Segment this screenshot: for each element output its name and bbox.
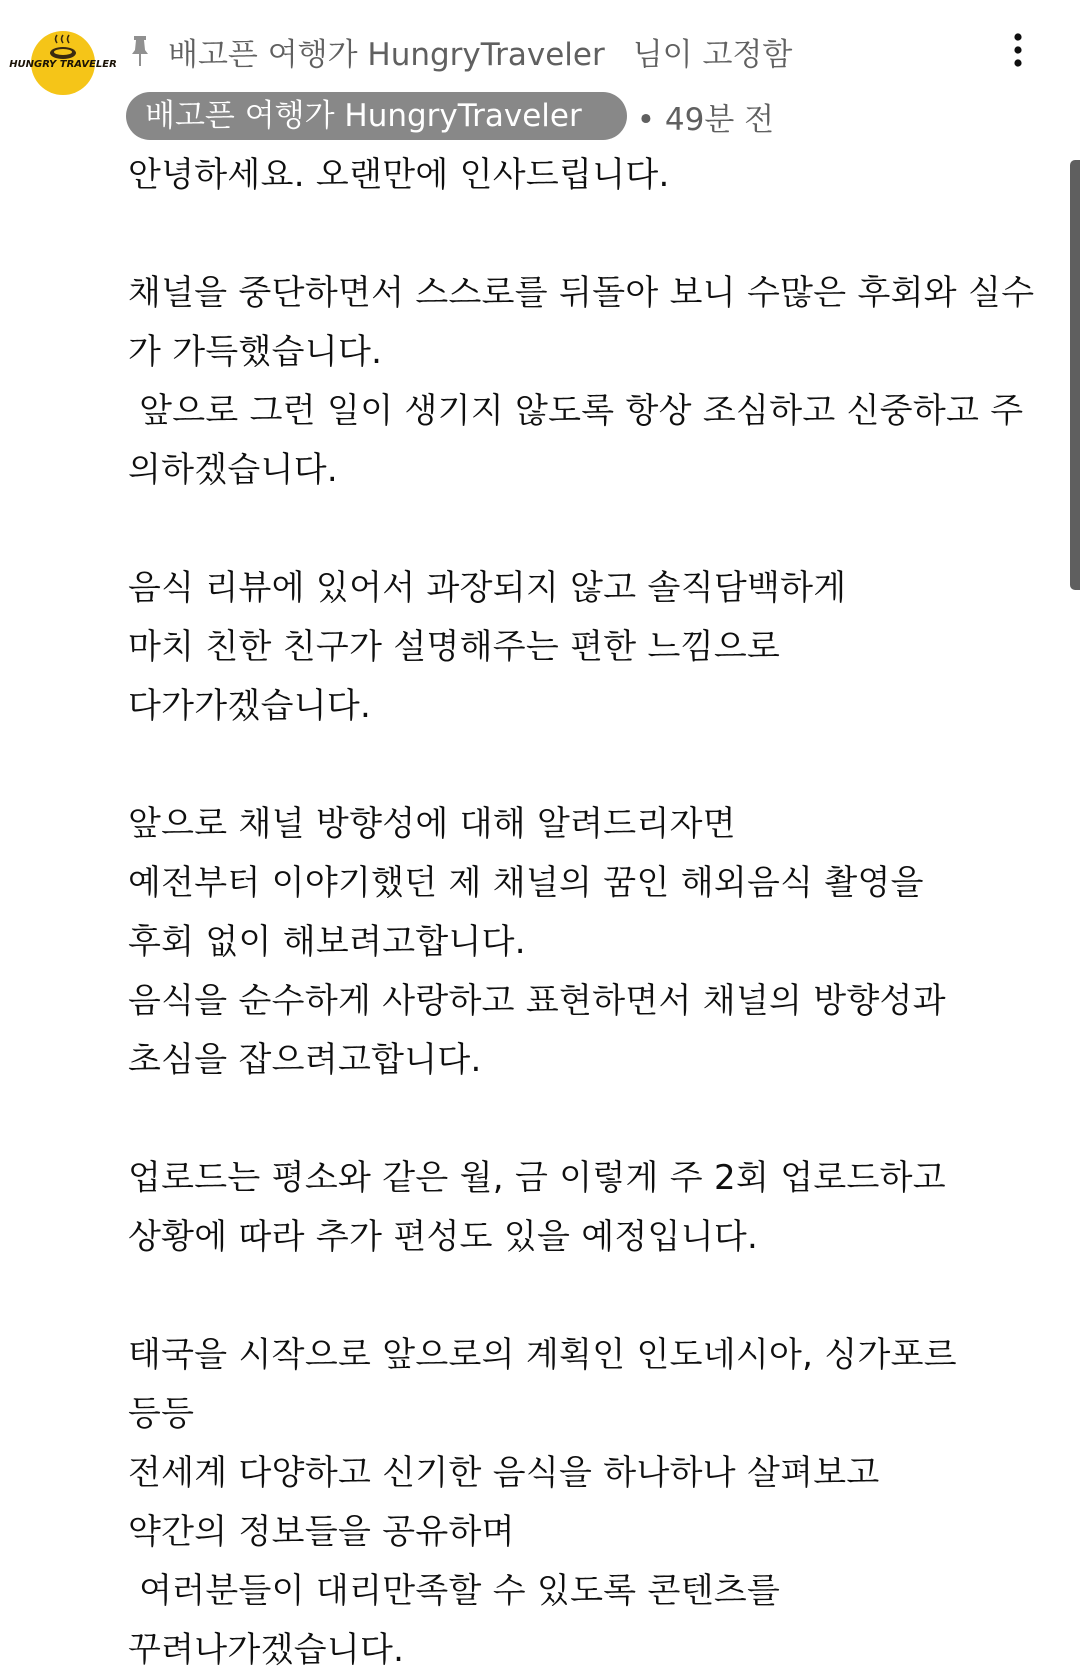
more-options-button[interactable] <box>1000 30 1036 74</box>
pinned-by-name: 배고픈 여행가 HungryTraveler <box>168 36 605 73</box>
author-name-chip[interactable]: 배고픈 여행가 HungryTraveler <box>126 92 627 140</box>
scrollbar-thumb[interactable] <box>1070 160 1080 590</box>
avatar-logo-text: HUNGRY TRAVELER <box>9 59 117 70</box>
channel-avatar[interactable] <box>9 31 117 95</box>
hungry-traveler-logo <box>9 31 117 95</box>
comment-header <box>126 92 774 140</box>
pinned-suffix: 님이 고정함 <box>632 36 793 73</box>
pinned-indicator <box>128 28 792 74</box>
comment-timestamp[interactable]: • 49분 전 <box>636 101 775 138</box>
comment-text: 안녕하세요. 오랜만에 인사드립니다. 채널을 중단하면서 스스로를 뒤돌아 보니 수많은 후회와 실수가 가득했습니다. 앞으로 그런 일이 생기지 않도록 항상 조심하고 신중하고 주의하겠습니다. 음식 리뷰에 있어서 과장되지 않고 솔직담백하게 마치 친한 친구가 설명해주는 편한 느낌으로 다가가겠습니다. 앞으로 채널 방향성에 대해 알려드리자면 예전부터 이야기했던 제 채널의 꿈인 해외음식 촬영을 후회 없이 해보려고합니다. 음식을 순수하게 사랑하고 표현하면서 채널의 방향성과 초심을 잡으려고합니다. 업로드는 평소와 같은 월, 금 이렇게 주 2회 업로드하고 상황에 따라 추가 편성도 있을 예정입니다. 태국을 시작으로 앞으로의 계획인 인도네시아, 싱가포르 등등 전세계 다양하고 신기한 음식을 하나하나 살펴보고 약간의 정보들을 공유하며 여러분들이 대리만족할 수 있도록 콘텐츠를 꾸려나가겠습니다. <box>128 155 1035 1670</box>
pin-icon <box>128 34 152 68</box>
more-vertical-icon <box>1000 30 1036 74</box>
